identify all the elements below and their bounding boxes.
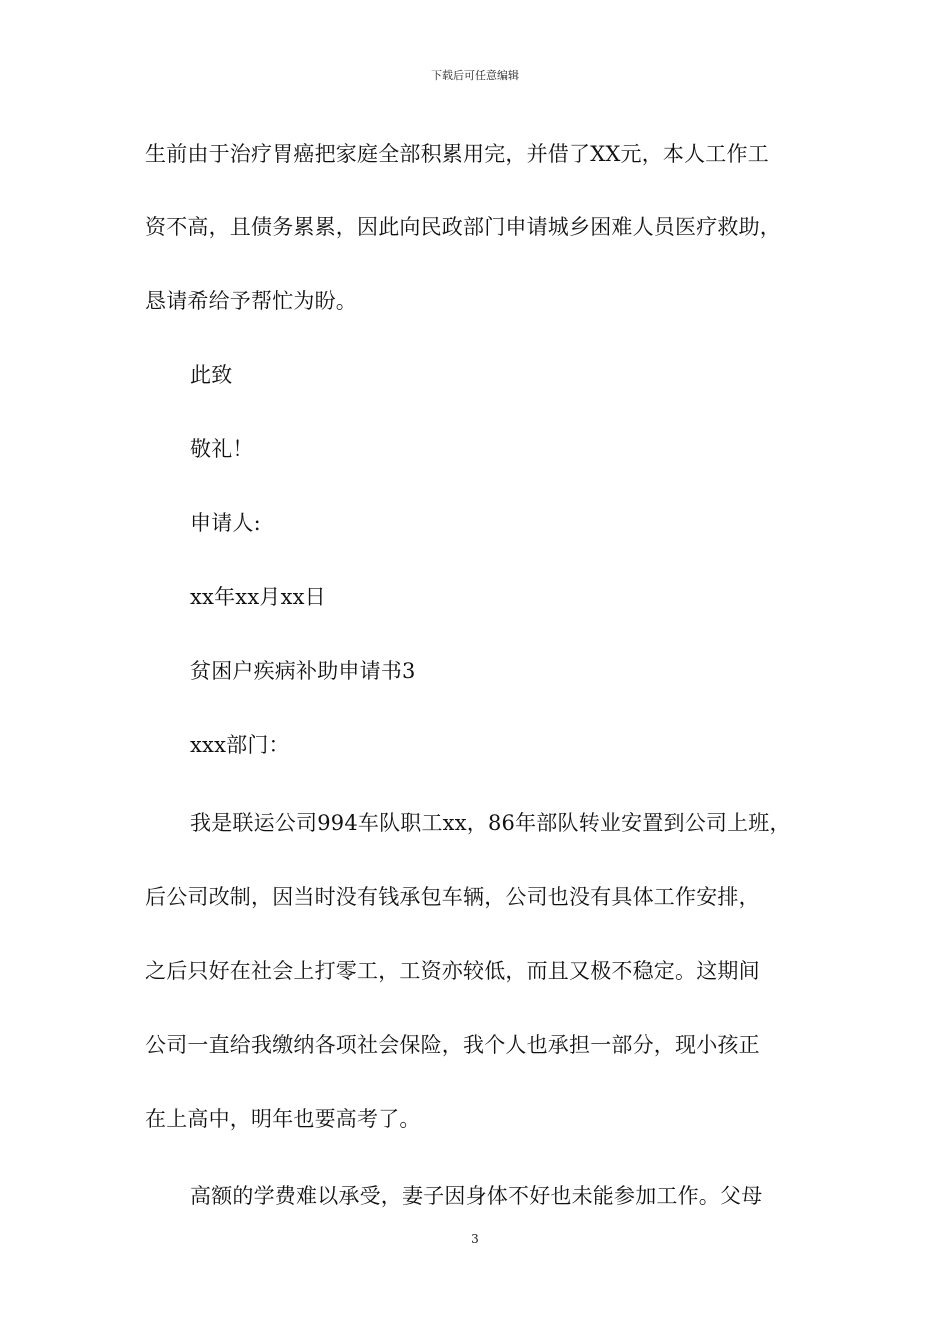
page-number: 3 <box>471 1232 479 1246</box>
body-line-2: 资不高，且债务累累，因此向民政部门申请城乡困难人员医疗救助， <box>145 215 781 239</box>
body-line-15: 高额的学费难以承受，妻子因身体不好也未能参加工作。父母 <box>190 1184 763 1208</box>
applicant-line: 申请人: <box>190 511 261 535</box>
body-line-11: 后公司改制，因当时没有钱承包车辆，公司也没有具体工作安排， <box>145 885 760 909</box>
body-line-12: 之后只好在社会上打零工，工资亦较低，而且又极不稳定。这期间 <box>145 959 760 983</box>
page-header: 下载后可任意编辑 <box>431 69 519 82</box>
body-line-13: 公司一直给我缴纳各项社会保险，我个人也承担一部分，现小孩正 <box>145 1033 760 1057</box>
body-line-3: 恳请希给予帮忙为盼。 <box>145 289 357 313</box>
respect-line: 敬礼！ <box>190 437 254 461</box>
salutation-line: 此致 <box>190 363 233 387</box>
body-line-1: 生前由于治疗胃癌把家庭全部积累用完，并借了XX元，本人工作工 <box>145 142 769 166</box>
date-line: xx年xx月xx日 <box>190 585 326 609</box>
section-title: 贫困户疾病补助申请书3 <box>190 659 416 683</box>
body-line-10: 我是联运公司994车队职工xx，86年部队转业安置到公司上班， <box>190 811 791 835</box>
recipient-line: xxx部门： <box>190 733 290 757</box>
body-line-14: 在上高中，明年也要高考了。 <box>145 1107 421 1131</box>
